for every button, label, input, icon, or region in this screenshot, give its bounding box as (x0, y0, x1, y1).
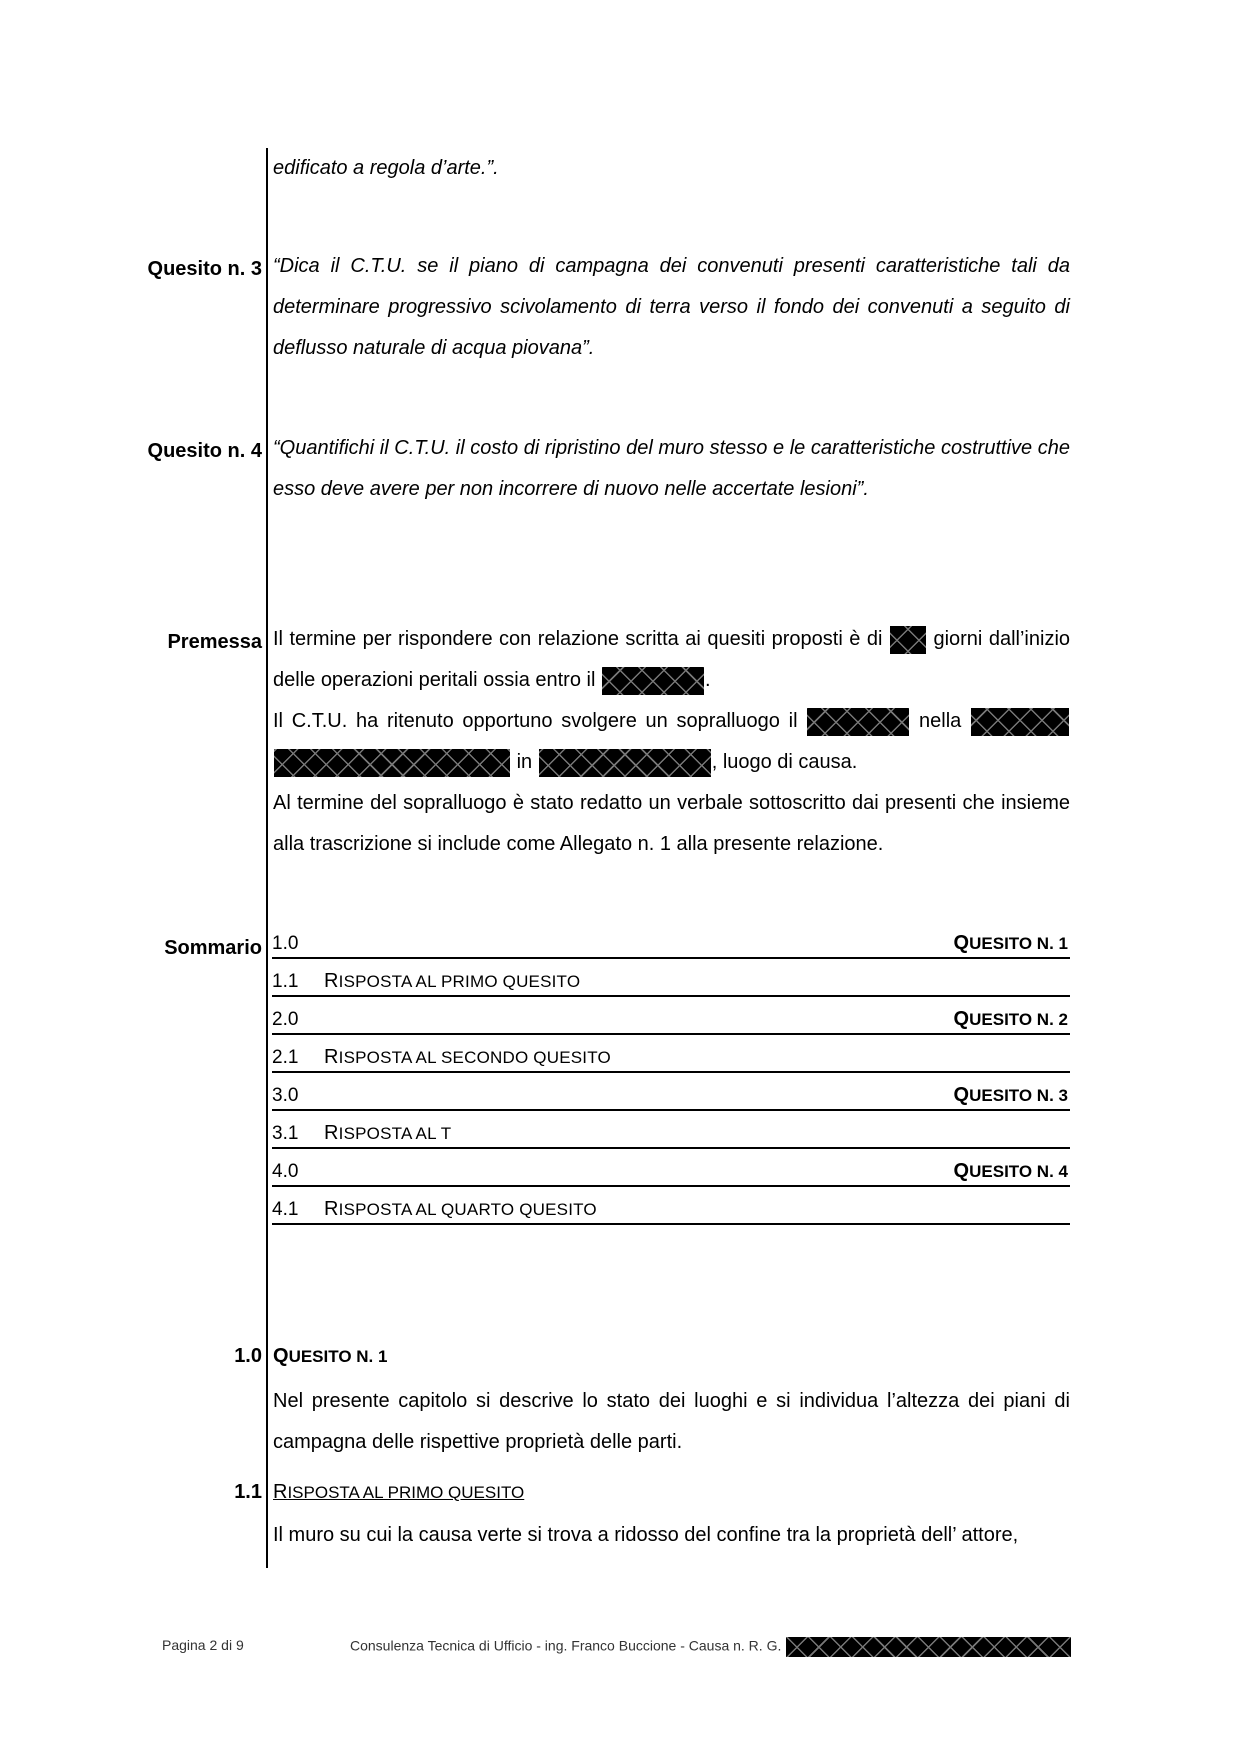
footer-page-number: Pagina 2 di 9 (162, 1637, 244, 1653)
footer-info (350, 1637, 1072, 1657)
premessa-paragraph-1 (273, 619, 1070, 701)
q3-label: Quesito n. 3 (147, 258, 262, 280)
section-1-0-title: QUESITO N. 1 (273, 1345, 388, 1367)
premessa-text-2c: in (516, 751, 533, 773)
toc-row-4-0[interactable] (272, 1151, 1070, 1187)
toc-number: 4.1 (272, 1199, 299, 1220)
premessa-text-1c: . (704, 669, 711, 691)
toc-number: 3.0 (272, 1085, 299, 1106)
premessa-text-2a: Il C.T.U. ha ritenuto opportuno svolgere un sopralluogo il (273, 710, 798, 732)
toc-entry-title: RISPOSTA AL T (324, 1122, 452, 1144)
toc-entry-title: RISPOSTA AL PRIMO QUESITO (324, 970, 581, 992)
toc-number: 2.0 (272, 1009, 299, 1030)
redaction-block (786, 1637, 1071, 1657)
toc-number: 1.1 (272, 971, 299, 992)
toc-entry-title: QUESITO N. 4 (953, 1160, 1068, 1182)
toc-number: 4.0 (272, 1161, 299, 1182)
toc-row-4-1[interactable] (272, 1189, 1070, 1225)
premessa-text-2d: , luogo di causa. (711, 751, 858, 773)
redaction-block (807, 708, 909, 736)
toc-row-3-0[interactable] (272, 1075, 1070, 1111)
footer-info-text: Consulenza Tecnica di Ufficio - ing. Franco Buccione - Causa n. R. G. (350, 1637, 782, 1654)
redaction-block (274, 749, 510, 777)
premessa-paragraph-3: Al termine del sopralluogo è stato redatto un verbale sottoscritto dai presenti che insieme alla trascrizione si include come Allegato n. 1 alla presente relazione. (273, 792, 1070, 855)
redaction-block (890, 626, 926, 654)
section-1-1-number: 1.1 (234, 1481, 262, 1503)
section-1-1-text: Il muro su cui la causa verte si trova a ridosso del confine tra la proprietà dell’ attore, (273, 1524, 1019, 1546)
toc-row-1-1[interactable] (272, 961, 1070, 997)
toc-entry-title: QUESITO N. 3 (953, 1084, 1068, 1106)
toc-entry-title: QUESITO N. 1 (953, 932, 1068, 954)
redaction-block (539, 749, 711, 777)
q4-label: Quesito n. 4 (147, 440, 262, 462)
toc-entry-title: QUESITO N. 2 (953, 1008, 1068, 1030)
toc-entry-title: RISPOSTA AL SECONDO QUESITO (324, 1046, 611, 1068)
q2-tail: edificato a regola d’arte.”. (273, 157, 499, 179)
redaction-block (971, 708, 1069, 736)
section-1-0-text: Nel presente capitolo si descrive lo stato dei luoghi e si individua l’altezza dei piani di campagna delle rispettive proprietà delle parti. (273, 1390, 1070, 1453)
toc-number: 3.1 (272, 1123, 299, 1144)
q4-text: “Quantifichi il C.T.U. il costo di ripristino del muro stesso e le caratteristiche costruttive che esso deve avere per non incorrere di nuovo nelle accertate lesioni”. (273, 437, 1070, 500)
premessa-label: Premessa (167, 631, 262, 653)
toc-row-1-0[interactable] (272, 923, 1070, 959)
margin-rule (266, 148, 268, 1568)
toc-entry-title: RISPOSTA AL QUARTO QUESITO (324, 1198, 597, 1220)
toc-number: 1.0 (272, 933, 299, 954)
toc-row-3-1[interactable] (272, 1113, 1070, 1149)
premessa-text-1b: giorni dall’inizio delle operazioni peritali ossia entro il (273, 628, 1071, 691)
premessa-text-2b: nella (919, 710, 962, 732)
section-1-0-number: 1.0 (234, 1345, 262, 1367)
toc-row-2-1[interactable] (272, 1037, 1070, 1073)
toc-row-2-0[interactable] (272, 999, 1070, 1035)
premessa-paragraph-2 (273, 701, 1070, 783)
section-1-1-title: RISPOSTA AL PRIMO QUESITO (273, 1481, 525, 1503)
redaction-block (602, 667, 704, 695)
premessa-text-1a: Il termine per rispondere con relazione scritta ai quesiti proposti è di (273, 628, 883, 650)
toc-number: 2.1 (272, 1047, 299, 1068)
sommario-label: Sommario (164, 937, 262, 959)
q3-text: “Dica il C.T.U. se il piano di campagna dei convenuti presenti caratteristiche tali da determinare progressivo scivolamento di terra verso il fondo dei convenuti a seguito di deflusso naturale di acqua piovana”. (273, 255, 1070, 359)
